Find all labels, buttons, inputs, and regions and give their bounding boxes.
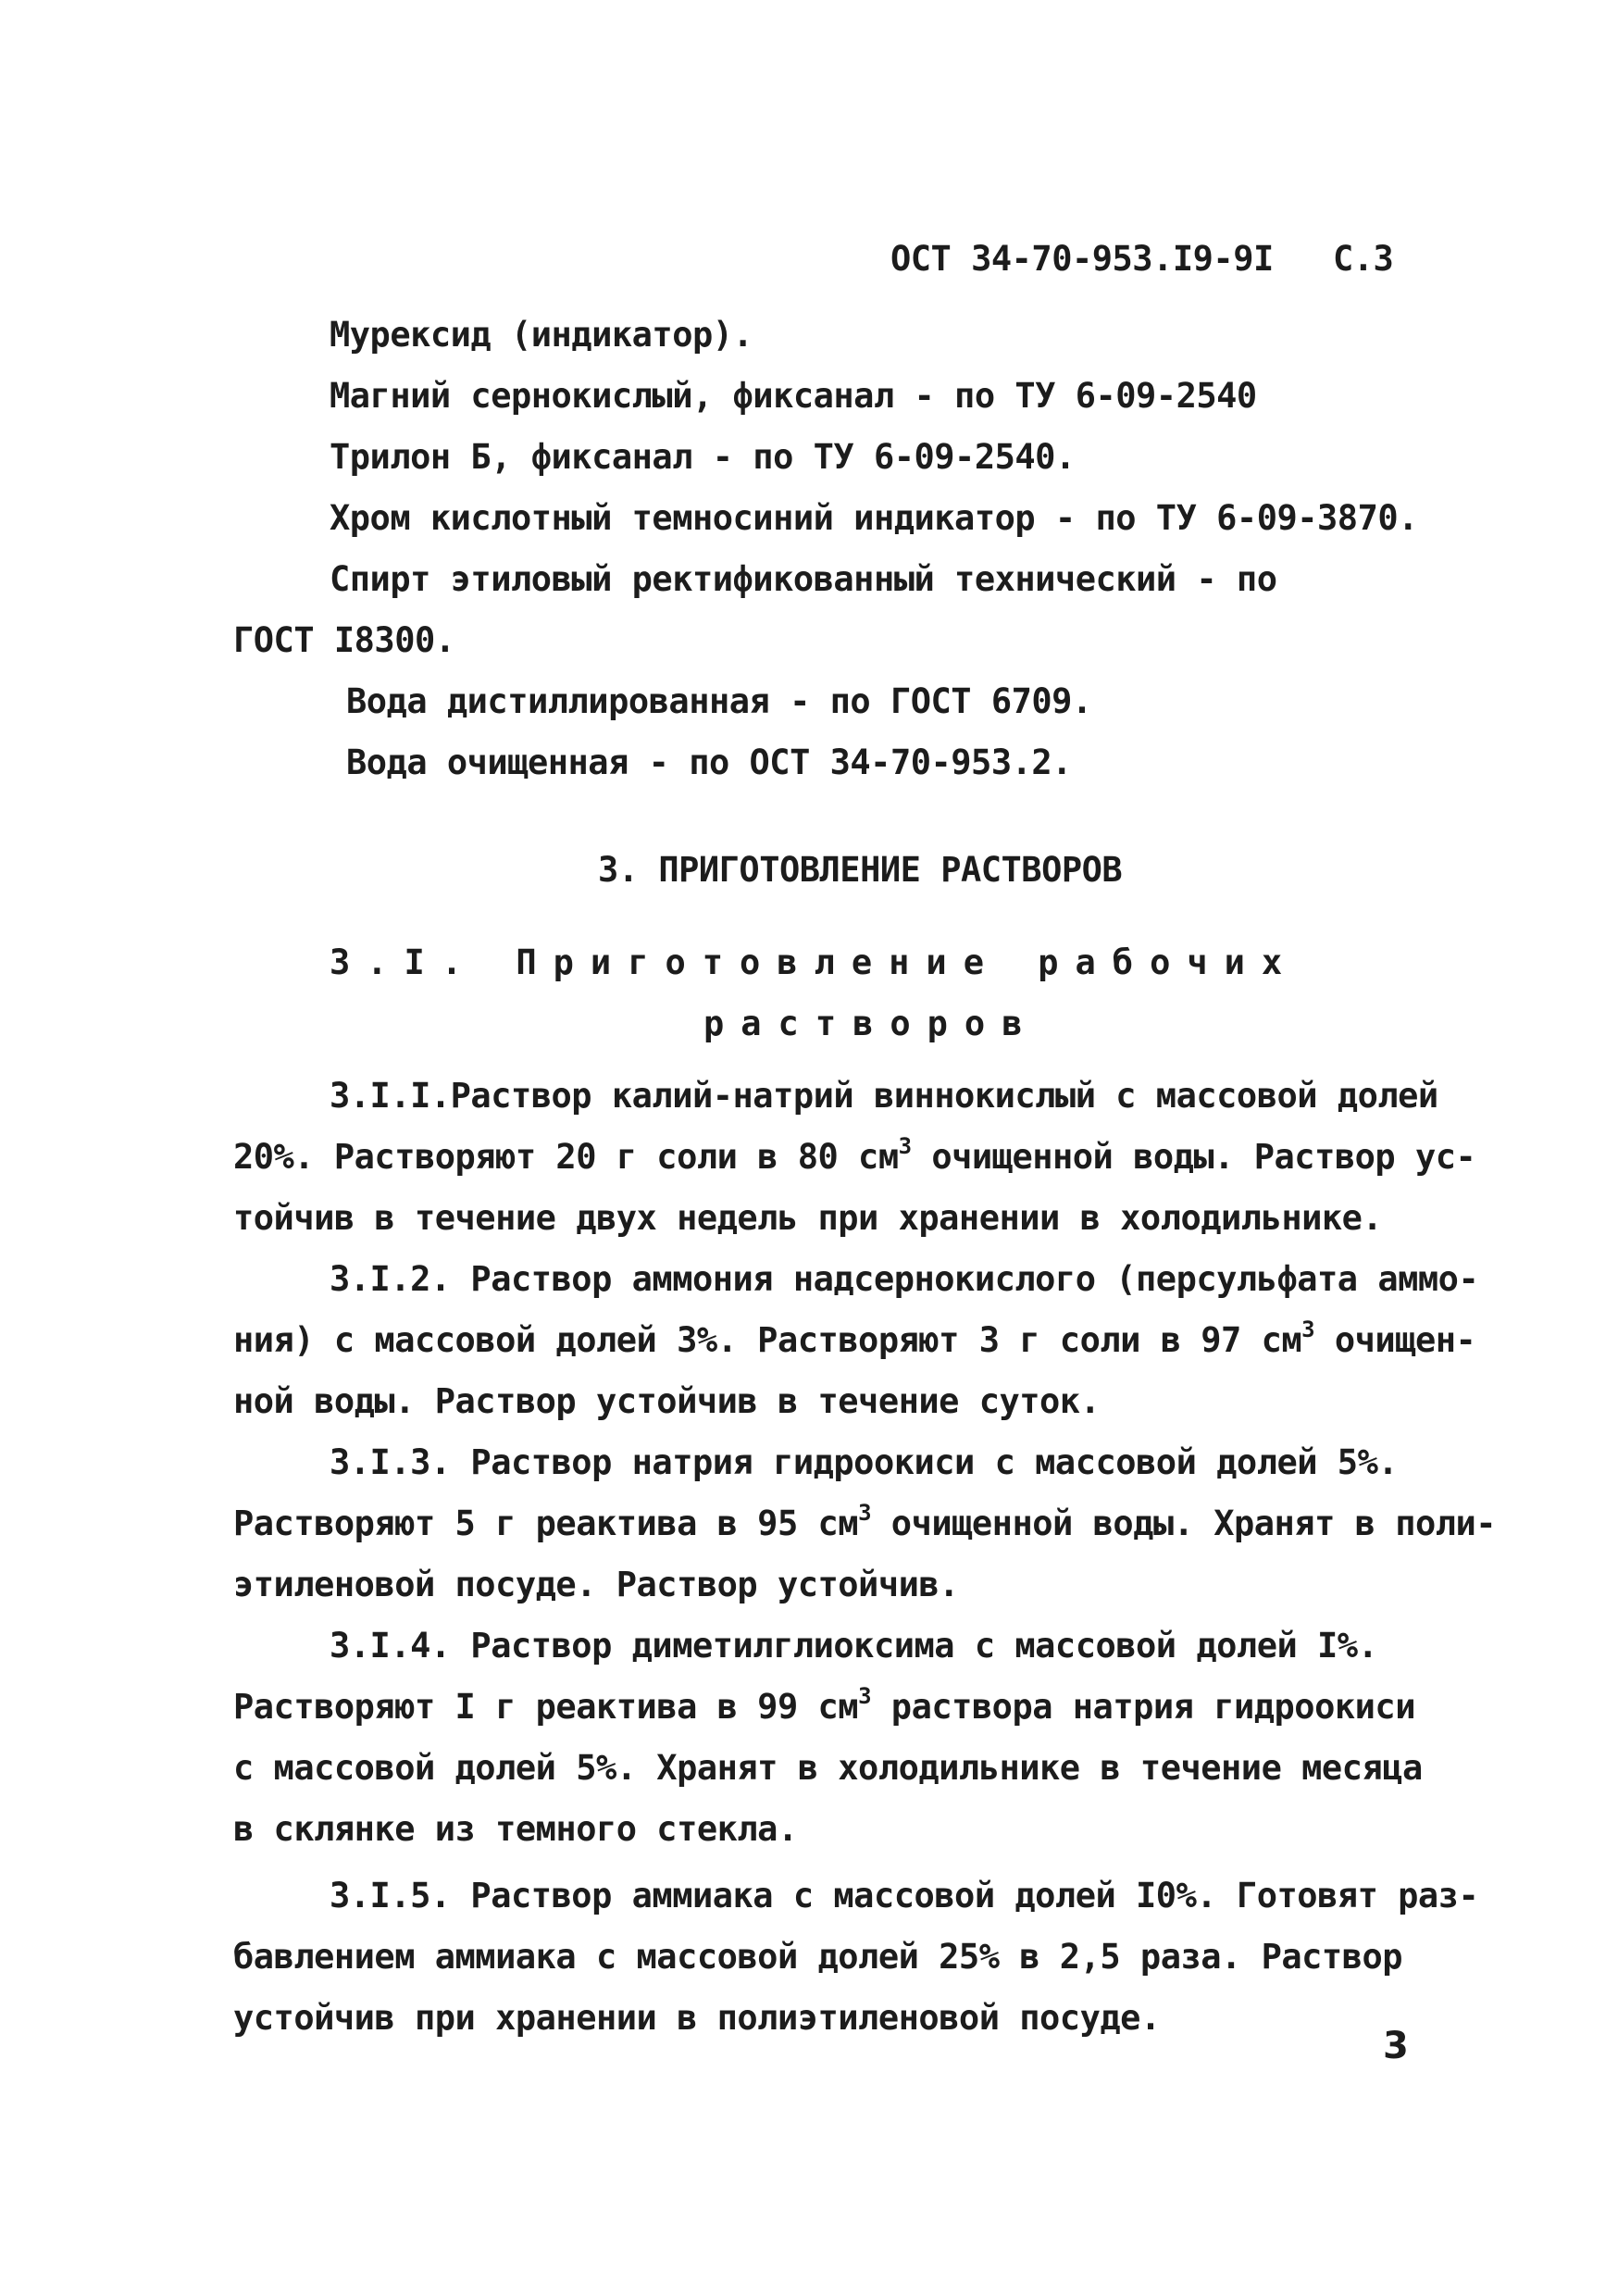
paragraph-line: 3.I.I.Раствор калий-натрий виннокислый с массовой долей — [330, 1076, 1438, 1116]
paragraph-line: Растворяют 5 г реактива в 95 $см^3$ очищенной воды. Хранят в поли- — [233, 1500, 1497, 1543]
paragraph-line: тойчив в течение двух недель при хранении в холодильнике. — [233, 1198, 1383, 1238]
paragraph-line: ной воды. Раствор устойчив в течение суток. — [233, 1381, 1101, 1421]
paragraph-line: 3.I.2. Раствор аммония надсернокислого (персульфата аммо- — [330, 1259, 1479, 1299]
paragraph-line: устойчив при хранении в полиэтиленовой посуде. — [233, 1998, 1161, 2038]
paragraph-line: Растворяют I г реактива в 99 $см^3$ раствора натрия гидроокиси — [233, 1683, 1415, 1727]
section-heading: 3. ПРИГОТОВЛЕНИЕ РАСТВОРОВ — [598, 850, 1123, 890]
subsection-heading-line2: растворов — [703, 1004, 1039, 1043]
paragraph-line: 3.I.5. Раствор аммиака с массовой долей I0%. Готовят раз- — [330, 1876, 1479, 1915]
paragraph-line: этиленовой посуде. Раствор устойчив. — [233, 1565, 959, 1604]
reagent-line: Спирт этиловый ректификованный технический - по — [330, 559, 1277, 599]
paragraph-line: бавлением аммиака с массовой долей 25% в 2,5 раза. Раствор — [233, 1937, 1403, 1977]
reagent-line: Магний сернокислый, фиксанал - по ТУ 6-09-2540 — [330, 376, 1257, 416]
paragraph-line: с массовой долей 5%. Хранят в холодильнике в течение месяца — [233, 1748, 1423, 1788]
page-number: 3 — [1383, 2025, 1409, 2067]
page-label: С.3 — [1333, 239, 1394, 279]
subsection-heading-line1: 3.I. Приготовление рабочих — [330, 942, 1300, 982]
reagent-line: Мурексид (индикатор). — [330, 315, 753, 355]
paragraph-line: 3.I.4. Раствор диметилглиоксима с массовой долей I%. — [330, 1626, 1378, 1666]
paragraph-line: 3.I.3. Раствор натрия гидроокиси с массовой долей 5%. — [330, 1442, 1399, 1482]
reagent-line: ГОСТ I8300. — [233, 620, 455, 660]
reagent-line: Трилон Б, фиксанал - по ТУ 6-09-2540. — [330, 437, 1076, 477]
reagent-line: Вода очищенная - по ОСТ 34-70-953.2. — [346, 742, 1072, 782]
reagent-line: Вода дистиллированная - по ГОСТ 6709. — [346, 681, 1092, 721]
document-code: ОСТ 34-70-953.I9-9I — [890, 239, 1274, 279]
reagent-line: Хром кислотный темносиний индикатор - по ТУ 6-09-3870. — [330, 498, 1418, 538]
paragraph-line: в склянке из темного стекла. — [233, 1809, 798, 1849]
paragraph-line: ния) с массовой долей 3%. Растворяют 3 г соли в 97 $см^3$ очищен- — [233, 1316, 1476, 1360]
paragraph-line: 20%. Растворяют 20 г соли в 80 $см^3$ очищенной воды. Раствор ус- — [233, 1133, 1476, 1177]
